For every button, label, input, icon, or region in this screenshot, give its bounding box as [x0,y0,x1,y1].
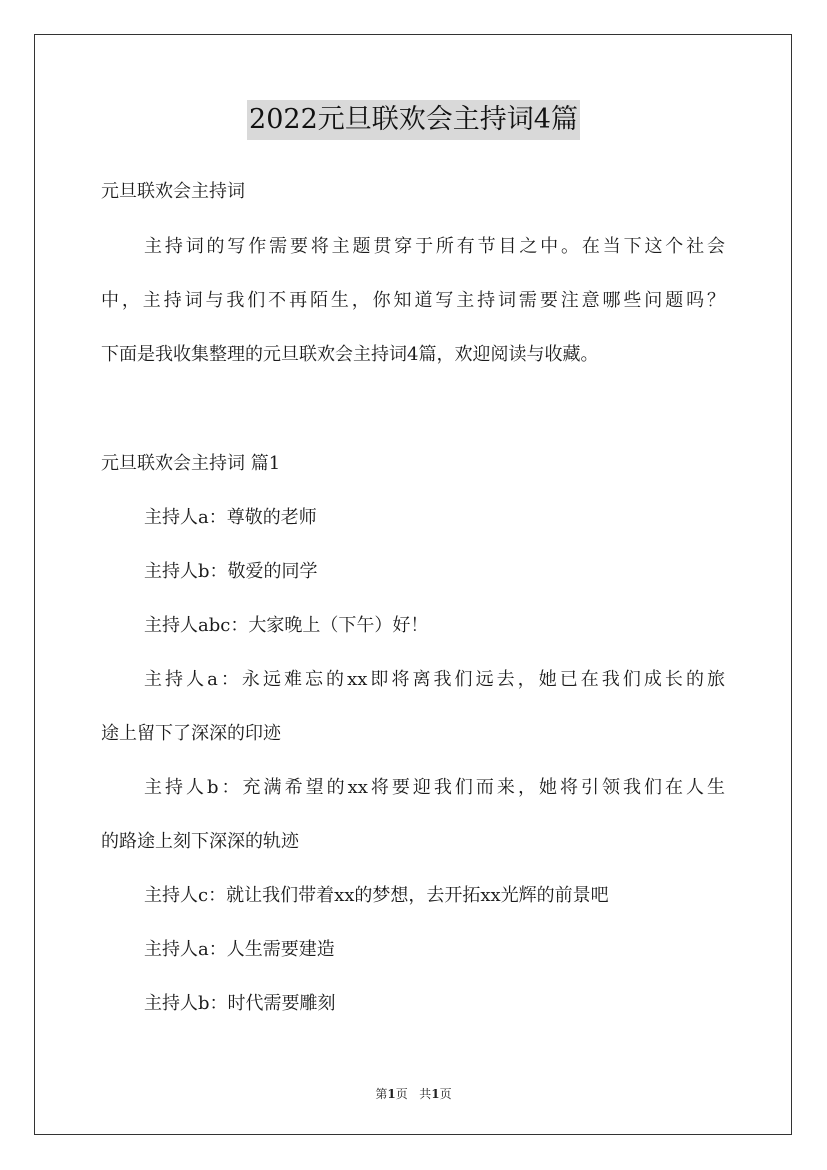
script-line-7: 的路途上刻下深深的轨迹 [101,831,299,852]
footer-total-suffix: 页 [439,1087,452,1101]
script-line-2: 主持人b：敬爱的同学 [144,561,318,582]
script-line-6: 主持人b：充满希望的xx将要迎我们而来，她将引领我们在人生 [144,777,725,798]
intro-heading: 元旦联欢会主持词 [101,181,245,202]
footer-total-number: 1 [431,1087,440,1101]
script-line-9: 主持人a：人生需要建造 [144,939,335,960]
script-line-5: 途上留下了深深的印迹 [101,723,281,744]
script-line-10: 主持人b：时代需要雕刻 [144,993,336,1014]
intro-line-2: 中，主持词与我们不再陌生，你知道写主持词需要注意哪些问题吗？ [101,290,725,311]
footer-page-suffix: 页 [395,1087,408,1101]
page-footer [0,1085,827,1102]
script-line-1: 主持人a：尊敬的老师 [144,507,317,528]
intro-line-1: 主持词的写作需要将主题贯穿于所有节目之中。在当下这个社会 [144,236,725,257]
script-line-4: 主持人a：永远难忘的xx即将离我们远去，她已在我们成长的旅 [144,669,725,690]
section-heading: 元旦联欢会主持词 篇1 [101,453,281,474]
title-wrap [0,100,827,140]
document-title: 2022元旦联欢会主持词4篇 [247,100,580,140]
script-line-8: 主持人c：就让我们带着xx的梦想，去开拓xx光辉的前景吧 [144,885,609,906]
script-line-3: 主持人abc：大家晚上（下午）好！ [144,615,429,636]
footer-page-number: 1 [387,1087,396,1101]
footer-total-prefix: 共 [419,1087,432,1101]
footer-page-prefix: 第 [375,1087,388,1101]
intro-line-3: 下面是我收集整理的元旦联欢会主持词4篇，欢迎阅读与收藏。 [101,344,599,365]
